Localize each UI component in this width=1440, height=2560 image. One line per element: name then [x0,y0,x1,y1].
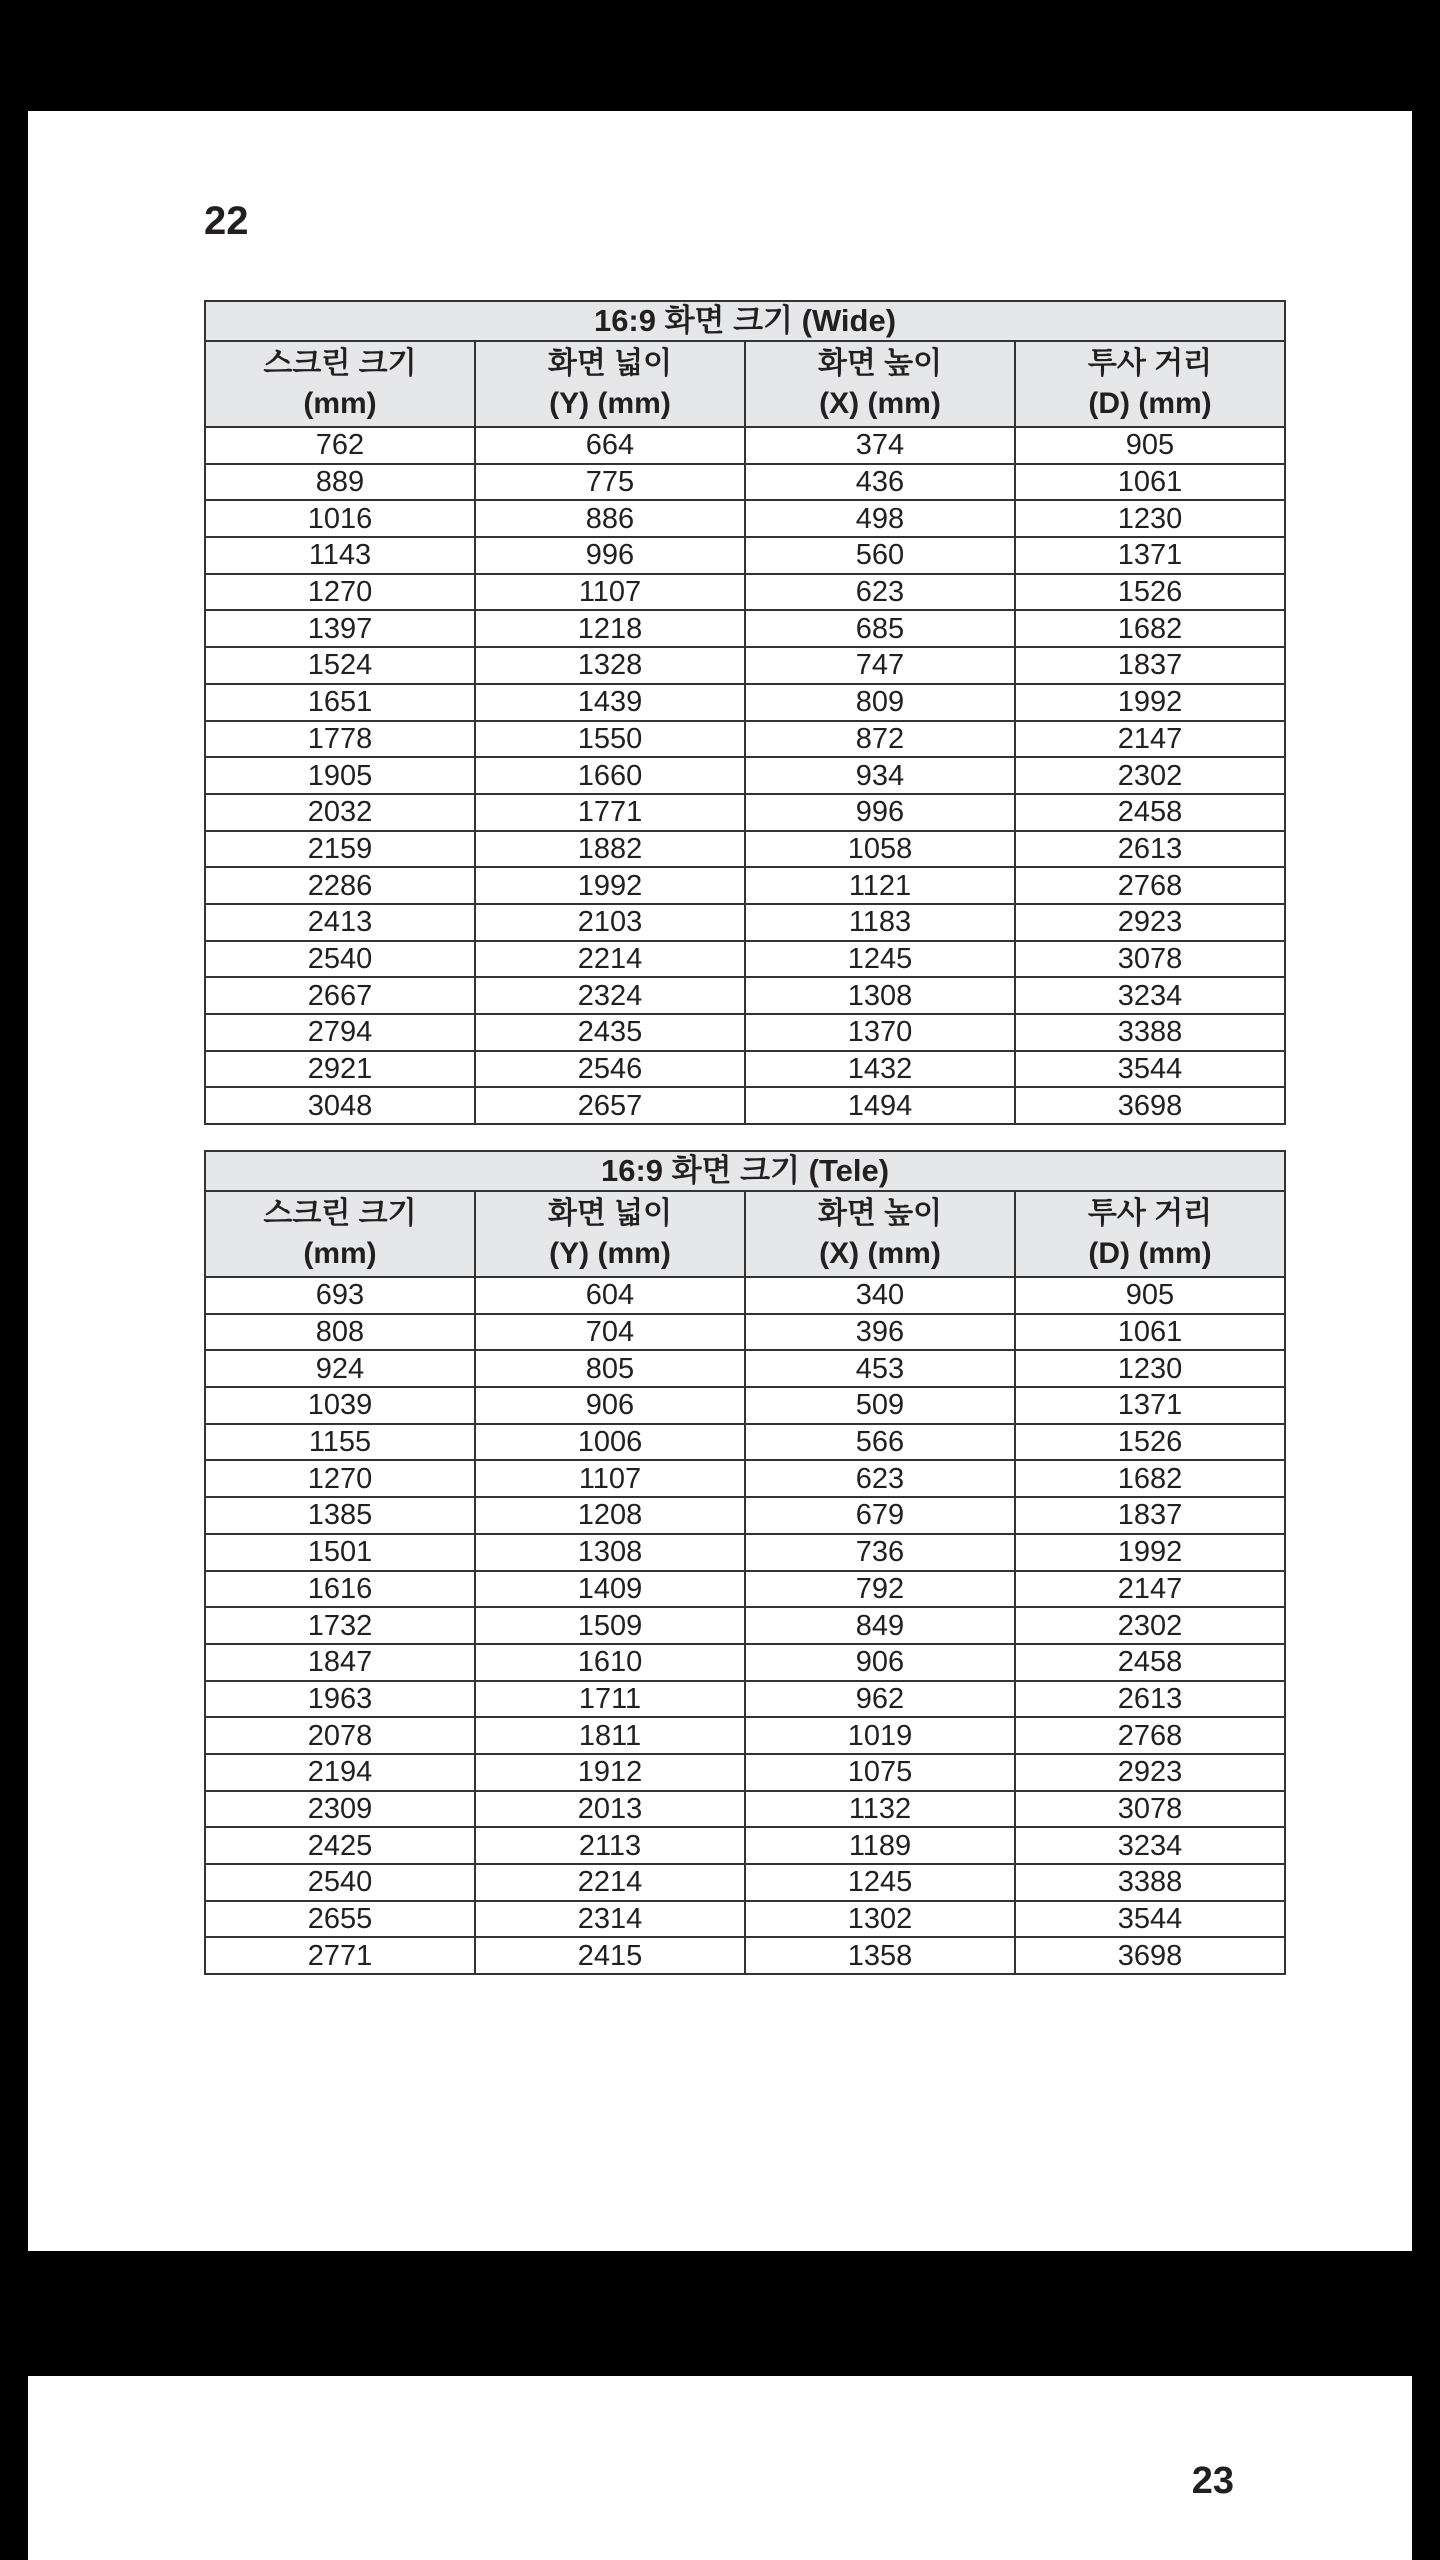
screen-height-cell: 1308 [745,977,1015,1014]
screen-width-cell: 2415 [475,1937,745,1974]
header-line: 화면 높이 [817,347,943,380]
header-unit: (D) (mm) [1088,1237,1212,1270]
table-row [205,574,1285,611]
throw-distance-cell: 1230 [1015,1350,1285,1387]
screen-width-cell: 2435 [475,1014,745,1051]
table-row [205,1424,1285,1461]
screen-width-cell: 1439 [475,684,745,721]
table-row [205,684,1285,721]
screen-size-cell: 1963 [205,1681,475,1718]
screen-width-cell: 1610 [475,1644,745,1681]
throw-distance-cell: 3544 [1015,1051,1285,1088]
page-22 [28,111,1412,2251]
screen-width-cell: 1308 [475,1534,745,1571]
tele-throw-table [204,1150,1286,1975]
table-row [205,1827,1285,1864]
screen-size-cell: 2032 [205,794,475,831]
screen-width-cell: 2324 [475,977,745,1014]
table-row [205,1754,1285,1791]
screen-size-cell: 2921 [205,1051,475,1088]
throw-distance-cell: 2613 [1015,831,1285,868]
header-line: 화면 높이 [817,1197,943,1230]
screen-height-cell: 809 [745,684,1015,721]
page-number: 22 [204,199,249,243]
throw-distance-cell: 3698 [1015,1087,1285,1124]
screen-height-cell: 396 [745,1314,1015,1351]
screen-height-cell: 679 [745,1497,1015,1534]
screen-size-cell: 1616 [205,1571,475,1608]
screen-width-cell: 1509 [475,1607,745,1644]
screen-width-cell: 1208 [475,1497,745,1534]
screen-width-cell: 1218 [475,610,745,647]
table-row [205,1681,1285,1718]
table-row [205,537,1285,574]
screen-width-cell: 1771 [475,794,745,831]
table-header-row [205,341,1285,427]
screen-height-cell: 1189 [745,1827,1015,1864]
screen-height-cell: 1370 [745,1014,1015,1051]
header-unit: (D) (mm) [1088,387,1212,420]
screen-width-cell: 1882 [475,831,745,868]
table-row [205,1791,1285,1828]
throw-distance-cell: 1837 [1015,1497,1285,1534]
screen-size-cell: 808 [205,1314,475,1351]
table-row [205,1387,1285,1424]
throw-distance-cell: 1526 [1015,1424,1285,1461]
table-row [205,1901,1285,1938]
screen-height-cell: 623 [745,574,1015,611]
screen-height-cell: 498 [745,500,1015,537]
screen-height-cell: 849 [745,1607,1015,1644]
throw-distance-cell: 3544 [1015,1901,1285,1938]
screen-height-cell: 685 [745,610,1015,647]
throw-distance-cell: 2923 [1015,1754,1285,1791]
screen-height-cell: 374 [745,427,1015,464]
screen-size-cell: 2413 [205,904,475,941]
table-row [205,1350,1285,1387]
screen-height-cell: 1183 [745,904,1015,941]
table-row [205,647,1285,684]
column-header-screen-width [475,341,745,427]
throw-distance-cell: 1230 [1015,500,1285,537]
screen-size-cell: 1016 [205,500,475,537]
throw-distance-cell: 905 [1015,427,1285,464]
screen-size-cell: 924 [205,1350,475,1387]
wide-throw-table [204,300,1286,1125]
throw-distance-cell: 2302 [1015,757,1285,794]
screen-height-cell: 962 [745,1681,1015,1718]
screen-width-cell: 996 [475,537,745,574]
header-unit: (mm) [303,1237,377,1270]
table-row [205,1717,1285,1754]
screen-width-cell: 2546 [475,1051,745,1088]
screen-width-cell: 604 [475,1277,745,1314]
screen-width-cell: 1811 [475,1717,745,1754]
header-line: 투사 거리 [1087,347,1213,380]
screen-height-cell: 453 [745,1350,1015,1387]
screen-height-cell: 1494 [745,1087,1015,1124]
screen-size-cell: 1778 [205,721,475,758]
screen-width-cell: 2314 [475,1901,745,1938]
header-unit: (X) (mm) [819,387,941,420]
throw-distance-cell: 3078 [1015,1791,1285,1828]
screen-width-cell: 1107 [475,1460,745,1497]
screen-height-cell: 872 [745,721,1015,758]
throw-distance-cell: 2613 [1015,1681,1285,1718]
table-row [205,867,1285,904]
table-row [205,1644,1285,1681]
throw-distance-cell: 905 [1015,1277,1285,1314]
throw-distance-cell: 2923 [1015,904,1285,941]
screen-size-cell: 762 [205,427,475,464]
screen-size-cell: 1397 [205,610,475,647]
screen-height-cell: 792 [745,1571,1015,1608]
screen-height-cell: 1121 [745,867,1015,904]
screen-size-cell: 1270 [205,1460,475,1497]
table-row [205,427,1285,464]
header-line: 화면 넓이 [547,1197,673,1230]
screen-height-cell: 560 [745,537,1015,574]
screen-size-cell: 2540 [205,941,475,978]
table-row [205,831,1285,868]
table-row [205,1497,1285,1534]
screen-width-cell: 1006 [475,1424,745,1461]
screen-size-cell: 2309 [205,1791,475,1828]
throw-distance-cell: 2458 [1015,794,1285,831]
screen-height-cell: 436 [745,464,1015,501]
screen-size-cell: 1501 [205,1534,475,1571]
throw-distance-cell: 2147 [1015,1571,1285,1608]
screen-size-cell: 2771 [205,1937,475,1974]
screen-height-cell: 1302 [745,1901,1015,1938]
screen-height-cell: 736 [745,1534,1015,1571]
screen-width-cell: 1660 [475,757,745,794]
header-unit: (mm) [303,387,377,420]
screen-width-cell: 1409 [475,1571,745,1608]
screen-width-cell: 1107 [475,574,745,611]
table-row [205,464,1285,501]
screen-size-cell: 1651 [205,684,475,721]
table-row [205,500,1285,537]
throw-distance-cell: 2458 [1015,1644,1285,1681]
screen-size-cell: 1732 [205,1607,475,1644]
screen-height-cell: 340 [745,1277,1015,1314]
table-title-row [205,1151,1285,1191]
throw-distance-cell: 1992 [1015,1534,1285,1571]
screen-size-cell: 1155 [205,1424,475,1461]
column-header-throw-distance [1015,1191,1285,1277]
throw-distance-cell: 1061 [1015,464,1285,501]
throw-distance-cell: 1682 [1015,610,1285,647]
throw-distance-cell: 1371 [1015,537,1285,574]
throw-distance-cell: 1526 [1015,574,1285,611]
header-line: 투사 거리 [1087,1197,1213,1230]
table-row [205,1087,1285,1124]
table-title: 16:9 화면 크기 (Tele) [205,1151,1285,1191]
screen-size-cell: 1385 [205,1497,475,1534]
throw-distance-cell: 3698 [1015,1937,1285,1974]
throw-distance-cell: 3234 [1015,1827,1285,1864]
screen-size-cell: 2540 [205,1864,475,1901]
screen-size-cell: 1524 [205,647,475,684]
column-header-screen-width [475,1191,745,1277]
throw-distance-cell: 1061 [1015,1314,1285,1351]
throw-distance-cell: 3078 [1015,941,1285,978]
screen-height-cell: 623 [745,1460,1015,1497]
screen-height-cell: 906 [745,1644,1015,1681]
screen-width-cell: 775 [475,464,745,501]
screen-size-cell: 2078 [205,1717,475,1754]
screen-width-cell: 704 [475,1314,745,1351]
screen-height-cell: 1432 [745,1051,1015,1088]
throw-distance-cell: 1682 [1015,1460,1285,1497]
screen-size-cell: 2425 [205,1827,475,1864]
table-row [205,904,1285,941]
column-header-screen-size [205,341,475,427]
table-body [205,1277,1285,1974]
throw-distance-cell: 1837 [1015,647,1285,684]
table-row [205,757,1285,794]
screen-height-cell: 1245 [745,1864,1015,1901]
screen-width-cell: 2657 [475,1087,745,1124]
column-header-screen-height [745,341,1015,427]
table-row [205,1460,1285,1497]
table-row [205,1314,1285,1351]
table-header-row [205,1191,1285,1277]
table-title: 16:9 화면 크기 (Wide) [205,301,1285,341]
table-row [205,794,1285,831]
screen-size-cell: 3048 [205,1087,475,1124]
header-unit: (Y) (mm) [549,387,671,420]
screen-size-cell: 693 [205,1277,475,1314]
screen-size-cell: 2194 [205,1754,475,1791]
table-row [205,941,1285,978]
screen-width-cell: 2214 [475,941,745,978]
screen-width-cell: 1992 [475,867,745,904]
screen-height-cell: 996 [745,794,1015,831]
table-row [205,721,1285,758]
screen-height-cell: 1019 [745,1717,1015,1754]
screen-width-cell: 1550 [475,721,745,758]
screen-width-cell: 1912 [475,1754,745,1791]
throw-distance-cell: 2147 [1015,721,1285,758]
table-row [205,1607,1285,1644]
screen-size-cell: 1270 [205,574,475,611]
screen-size-cell: 1905 [205,757,475,794]
table-row [205,1571,1285,1608]
header-unit: (X) (mm) [819,1237,941,1270]
header-unit: (Y) (mm) [549,1237,671,1270]
screen-width-cell: 1328 [475,647,745,684]
throw-distance-cell: 1992 [1015,684,1285,721]
screen-width-cell: 2113 [475,1827,745,1864]
screen-height-cell: 1132 [745,1791,1015,1828]
throw-distance-cell: 2302 [1015,1607,1285,1644]
screen-width-cell: 2103 [475,904,745,941]
screen-height-cell: 1058 [745,831,1015,868]
table-row [205,977,1285,1014]
screen-height-cell: 509 [745,1387,1015,1424]
screen-width-cell: 2214 [475,1864,745,1901]
screen-size-cell: 1039 [205,1387,475,1424]
screen-size-cell: 2159 [205,831,475,868]
throw-distance-cell: 3388 [1015,1864,1285,1901]
screen-width-cell: 1711 [475,1681,745,1718]
screen-size-cell: 2667 [205,977,475,1014]
table-row [205,1864,1285,1901]
throw-distance-cell: 2768 [1015,867,1285,904]
screen-height-cell: 1358 [745,1937,1015,1974]
header-line: 스크린 크기 [263,347,417,380]
header-line: 화면 넓이 [547,347,673,380]
page-23 [28,2376,1412,2560]
screen-width-cell: 906 [475,1387,745,1424]
screen-size-cell: 889 [205,464,475,501]
table-body [205,427,1285,1124]
throw-distance-cell: 3388 [1015,1014,1285,1051]
screen-width-cell: 2013 [475,1791,745,1828]
screen-width-cell: 664 [475,427,745,464]
column-header-throw-distance [1015,341,1285,427]
column-header-screen-size [205,1191,475,1277]
screen-height-cell: 1245 [745,941,1015,978]
table-row [205,1277,1285,1314]
screen-height-cell: 747 [745,647,1015,684]
screen-width-cell: 805 [475,1350,745,1387]
table-row [205,1051,1285,1088]
throw-distance-cell: 1371 [1015,1387,1285,1424]
header-line: 스크린 크기 [263,1197,417,1230]
screen-size-cell: 1847 [205,1644,475,1681]
table-row [205,610,1285,647]
page-number: 23 [1191,2460,1234,2502]
throw-distance-cell: 2768 [1015,1717,1285,1754]
screen-size-cell: 2286 [205,867,475,904]
screen-size-cell: 2655 [205,1901,475,1938]
table-row [205,1014,1285,1051]
screen-size-cell: 2794 [205,1014,475,1051]
screen-height-cell: 934 [745,757,1015,794]
table-row [205,1534,1285,1571]
screen-width-cell: 886 [475,500,745,537]
throw-distance-cell: 3234 [1015,977,1285,1014]
screen-height-cell: 1075 [745,1754,1015,1791]
table-row [205,1937,1285,1974]
screen-height-cell: 566 [745,1424,1015,1461]
screen-size-cell: 1143 [205,537,475,574]
column-header-screen-height [745,1191,1015,1277]
table-title-row [205,301,1285,341]
